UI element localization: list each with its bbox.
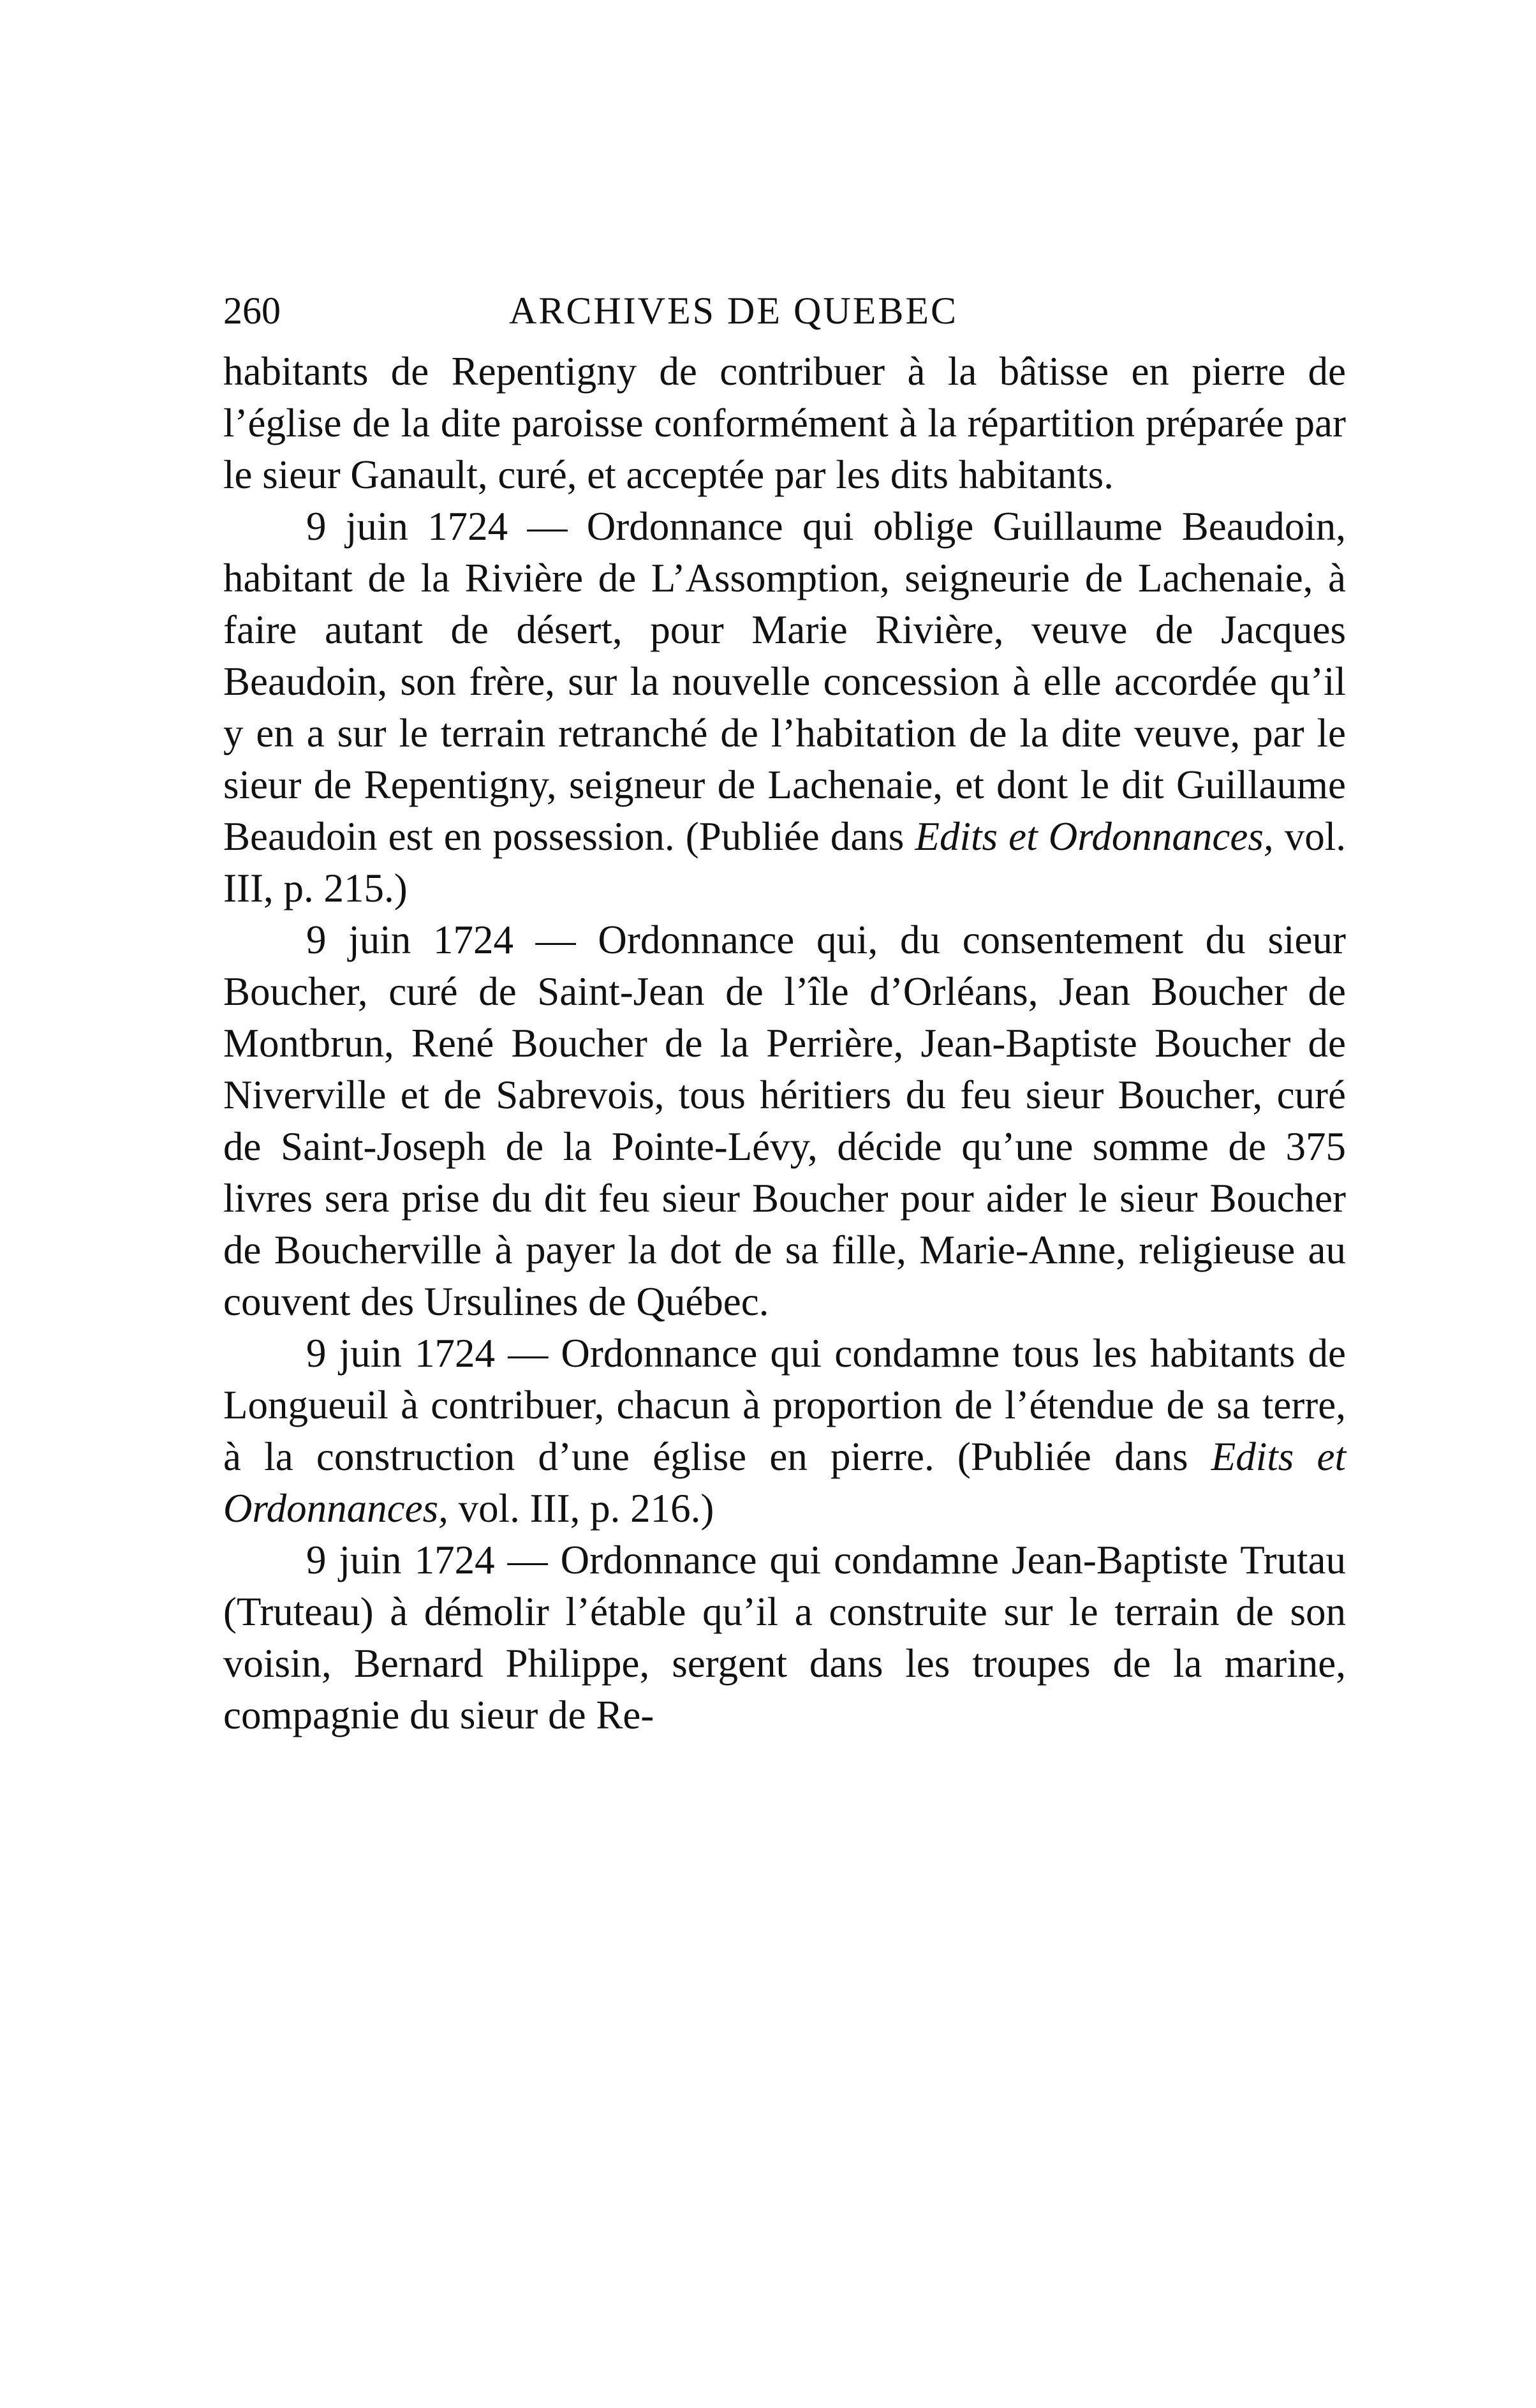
publication-title: Edits et Ordonnances, <box>223 1434 1346 1531</box>
document-body <box>223 346 1346 1741</box>
paragraph-text: Ordonnance qui, du consentement du sieur Boucher, curé de Saint-Jean de l’île d’Orléans, Jean Boucher de Montbrun, René Boucher de la Perrière, Jean-Baptiste Boucher de Niverville et de Sabrevois, tous héritiers du feu sieur Boucher, curé de Saint-Joseph de la Pointe-Lévy, décide qu’une somme de 375 livres sera prise du dit feu sieur Boucher pour aider le sieur Boucher de Boucherville à payer la dot de sa fille, Marie-Anne, religieuse au couvent des Ursulines de Québec. <box>223 918 1346 1324</box>
paragraph-citation: vol. III, p. 216.) <box>448 1486 714 1531</box>
paragraph-text: Ordonnance qui oblige Guillaume Beaudoin, habitant de la Rivière de L’Assomption, seigneurie de Lachenaie, à faire autant de désert, pour Marie Rivière, veuve de Jacques Beaudoin, son frère, sur la nouvelle concession à elle accordée qu’il y en a sur le terrain retranché de l’habitation de la dite veuve, par le sieur de Repentigny, seigneur de Lachenaie, et dont le dit Guillaume Beaudoin est en possession. (Publiée dans <box>223 504 1346 859</box>
document-page <box>223 276 1346 1741</box>
entry-paragraph-longueuil <box>223 1328 1346 1535</box>
entry-paragraph-beaudoin <box>223 501 1346 914</box>
publication-title: Edits et Ordonnances, <box>915 814 1274 859</box>
running-title: ARCHIVES DE QUEBEC <box>509 290 959 332</box>
entry-date: 9 juin 1724 — <box>306 1331 549 1376</box>
paragraph-text: habitants de Repentigny de contribuer à la bâtisse en pierre de l’église de la dite paroisse conformément à la répartition préparée par le sieur Ganault, curé, et acceptée par les dits habitants. <box>223 349 1346 497</box>
paragraph-text: Ordonnance qui condamne tous les habitants de Longueuil à contribuer, chacun à proportion de l’étendue de sa terre, à la construction d’une église en pierre. (Publiée dans <box>223 1331 1346 1479</box>
entry-date: 9 juin 1724 — <box>306 918 576 962</box>
paragraph-citation: vol. III, p. 215.) <box>223 814 1346 910</box>
continued-paragraph <box>223 346 1346 501</box>
entry-date: 9 juin 1724 — <box>306 1538 548 1582</box>
entry-paragraph-trutau <box>223 1535 1346 1741</box>
entry-date: 9 juin 1724 — <box>306 504 568 549</box>
running-header <box>223 276 1346 346</box>
paragraph-text: Ordonnance qui condamne Jean-Baptiste Trutau (Truteau) à démolir l’étable qu’il a construite sur le terrain de son voisin, Bernard Philippe, sergent dans les troupes de la marine, compagnie du sieur de Re- <box>223 1538 1346 1737</box>
page-number: 260 <box>223 290 281 332</box>
entry-paragraph-boucher <box>223 914 1346 1328</box>
